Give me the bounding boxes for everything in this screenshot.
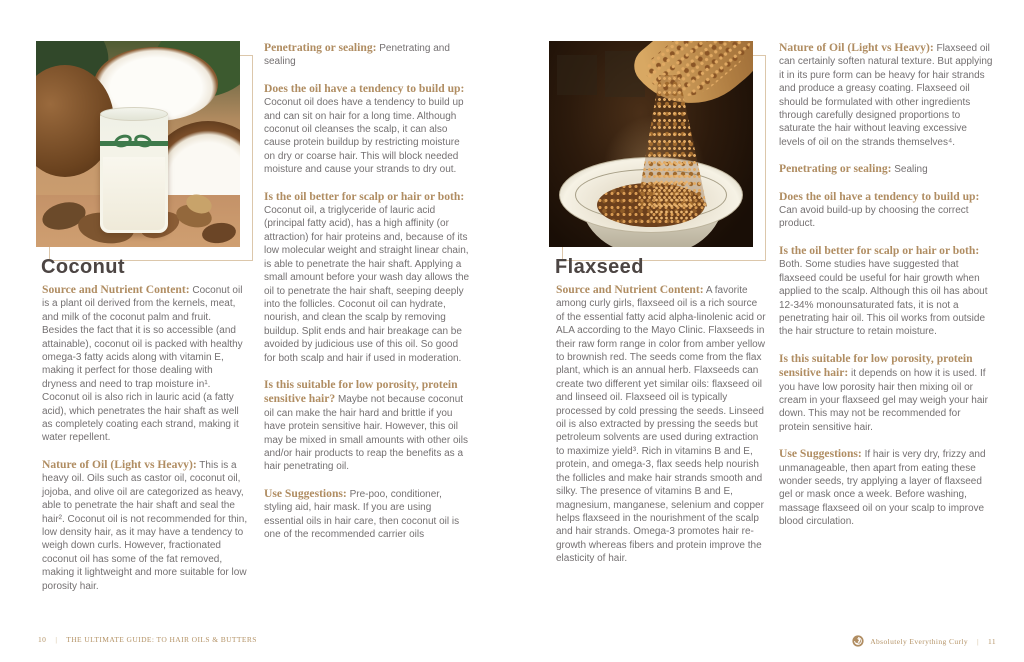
coconut-column-1 — [42, 283, 248, 606]
section-body: A favorite among curly girls, flaxseed oil is a rich source of the essential fatty acid alpha-linolenic acid or ALA according to the Mayo Clinic. Flaxseeds in their raw form range in color from amber yellow to brownish red. The seeds come from the flax plant, which is an annual herb. Flaxseeds can create two different yet similar oils: flaxseed oil and linseed oil. Flaxseed oil is typically processed by cold pressing the seeds. Linseed oil is also extracted by pressing the seeds but petroleum solvents are used during extraction to maximize yield³. Rich in vitamins B and E, protein, and omega-3, flax seeds help nourish the follicles and make hair strands smooth and silky. The presence of vitamins B and E, magnesium, manganese, selenium and copper helps flaxseed in the nourishment of the scalp and hair strands. Omega-3 promotes hair re-growth whereas fibers and protein improve the elasticity of hair. — [556, 285, 766, 565]
flaxseed-column-1 — [556, 283, 768, 579]
text-section — [779, 352, 993, 434]
section-body: Penetrating and sealing — [264, 43, 450, 68]
section-body: Coconut oil does have a tendency to build up and can sit on hair for a long time. Although coconut oil cleanses the scalp, it can also cause protein buildup by restricting moisture on dry or coarse hair. This will block needed moisture and cause your strands to dry out. — [264, 97, 464, 176]
section-body: Pre-poo, conditioner, styling aid, hair mask. If you are using essential oils in hair care, then coconut oil is one of the recommended carrier oils — [264, 488, 460, 540]
footer-right — [852, 635, 996, 647]
page-number-left: 10 — [38, 635, 47, 644]
section-heading: Source and Nutrient Content: — [556, 283, 704, 296]
section-body: Can avoid build-up by choosing the correct product. — [779, 205, 969, 230]
coconut-column-2 — [264, 41, 470, 554]
page-title-coconut: Coconut — [41, 256, 125, 278]
section-heading: Does the oil have a tendency to build up: — [264, 81, 465, 95]
text-section — [779, 41, 993, 149]
flaxseed-photo-art — [549, 41, 753, 247]
oil-jar-contents — [103, 157, 165, 230]
oil-jar-rim — [100, 107, 168, 121]
page-number-right: 11 — [987, 636, 996, 646]
text-section — [264, 41, 470, 69]
coconut-photo-art — [36, 41, 240, 247]
section-heading: Is this suitable for low porosity, protein sensitive hair? — [264, 377, 458, 406]
text-section — [42, 283, 248, 445]
coconut-photo — [36, 41, 240, 247]
text-section — [779, 190, 993, 231]
text-section — [264, 82, 470, 177]
section-heading: Is the oil better for scalp or hair or both: — [779, 243, 980, 257]
section-heading: Use Suggestions: — [779, 447, 862, 461]
section-heading: Use Suggestions: — [264, 486, 347, 500]
section-heading: Nature of Oil (Light vs Heavy): — [779, 41, 934, 54]
section-body: Both. Some studies have suggested that flaxseed could be useful for hair growth when applied to the scalp. Although this oil has about 12-34% monounsaturated fats, it is not a penetrating hair oil. This oil works from outside the hair structure to retain moisture. — [779, 259, 988, 338]
footer-separator: | — [55, 635, 58, 644]
footer-left — [38, 635, 257, 644]
brand-name: Absolutely Everything Curly — [870, 636, 969, 646]
section-heading: Is this suitable for low porosity, protein sensitive hair: — [779, 351, 973, 380]
book-title: THE ULTIMATE GUIDE: TO HAIR OILS & BUTTERS — [66, 635, 257, 644]
flaxseed-column-2 — [779, 41, 993, 542]
section-body: it depends on how it is used. If you have low porosity hair then mixing oil or cream in your flaxseed gel may weigh your hair down. This may not be recommended for protein sensitive hair. — [779, 368, 988, 433]
page-title-flaxseed: Flaxseed — [555, 256, 644, 278]
section-body: Coconut oil, a triglyceride of lauric acid (principal fatty acid), has a high affinity (or attraction) for hair proteins and, because of its low molecular weight and straight linear chain, is able to penetrate the hair shaft. Applying a small amount before your wash day allows the oil to penetrate the hair shaft, seeping deeply into the follicles. Coconut oil can hydrate, nourish, and clean the scalp by removing buildup. Split ends and hair breakage can be avoided by judicious use of this oil. So good for both scalp and hair if used in moderation. — [264, 205, 470, 364]
text-section — [556, 283, 768, 566]
section-body: Maybe not because coconut oil can make the hair hard and brittle if you have protein sensitive hair. However, this oil may be mixed in small amounts with other oils and/or hair products to reap the benefits as a hair penetrating oil. — [264, 394, 468, 473]
section-heading: Penetrating or sealing: — [779, 162, 892, 176]
brand-curl-logo-icon — [852, 635, 864, 647]
section-heading: Penetrating or sealing: — [264, 41, 377, 54]
section-heading: Is the oil better for scalp or hair or both: — [264, 189, 465, 203]
text-section — [264, 378, 470, 474]
section-heading: Source and Nutrient Content: — [42, 283, 190, 296]
text-section — [264, 190, 470, 365]
background-window — [557, 55, 597, 95]
section-body: Sealing — [894, 164, 928, 176]
text-section — [42, 458, 248, 593]
section-heading: Does the oil have a tendency to build up: — [779, 189, 980, 203]
section-body: Flaxseed oil can certainly soften natural texture. But applying it in its pure form can be heavy for hair strands and produce a greasy coating. Flaxseed oil should be formulated with other ingredients through carefully designed proportions to saturate the hair without leaving excessive levels of oil on the strands themselves⁴. — [779, 43, 993, 148]
section-body: If hair is very dry, frizzy and unmanageable, then apart from eating these wonder seeds, try applying a layer of flaxseed gel or mask once a week. Before washing, massage flaxseed oil on your scalp to improve blood circulation. — [779, 449, 986, 528]
text-section — [264, 487, 470, 542]
flaxseed-photo — [549, 41, 753, 247]
section-body: This is a heavy oil. Oils such as castor oil, coconut oil, jojoba, and olive oil are categorized as heavy, able to penetrate the hair shaft and seal the hair². Coconut oil is not recommended for thin, low density hair, as it may have a tendency to weigh down curls. However, fractionated coconut oil has some of the fat removed, making it lightweight and more suitable for low porosity hair. — [42, 459, 248, 592]
footer-separator: | — [977, 636, 979, 646]
text-section — [779, 162, 993, 176]
text-section — [779, 244, 993, 339]
section-body: Coconut oil is a plant oil derived from the kernels, meat, and milk of the coconut palm and fruit. Besides the fact that it is so accessible (and attainable), coconut oil is packed with healthy omega-3 fatty acids along with vitamin E, making it perfect for those dealing with dryness and need to trap moisture in¹. Coconut oil is also rich in lauric acid (a fatty acid), which penetrates the hair shaft as well as completely coating each strand, making it water repellent. — [42, 285, 243, 444]
text-section — [779, 447, 993, 528]
section-heading: Nature of Oil (Light vs Heavy): — [42, 457, 197, 471]
